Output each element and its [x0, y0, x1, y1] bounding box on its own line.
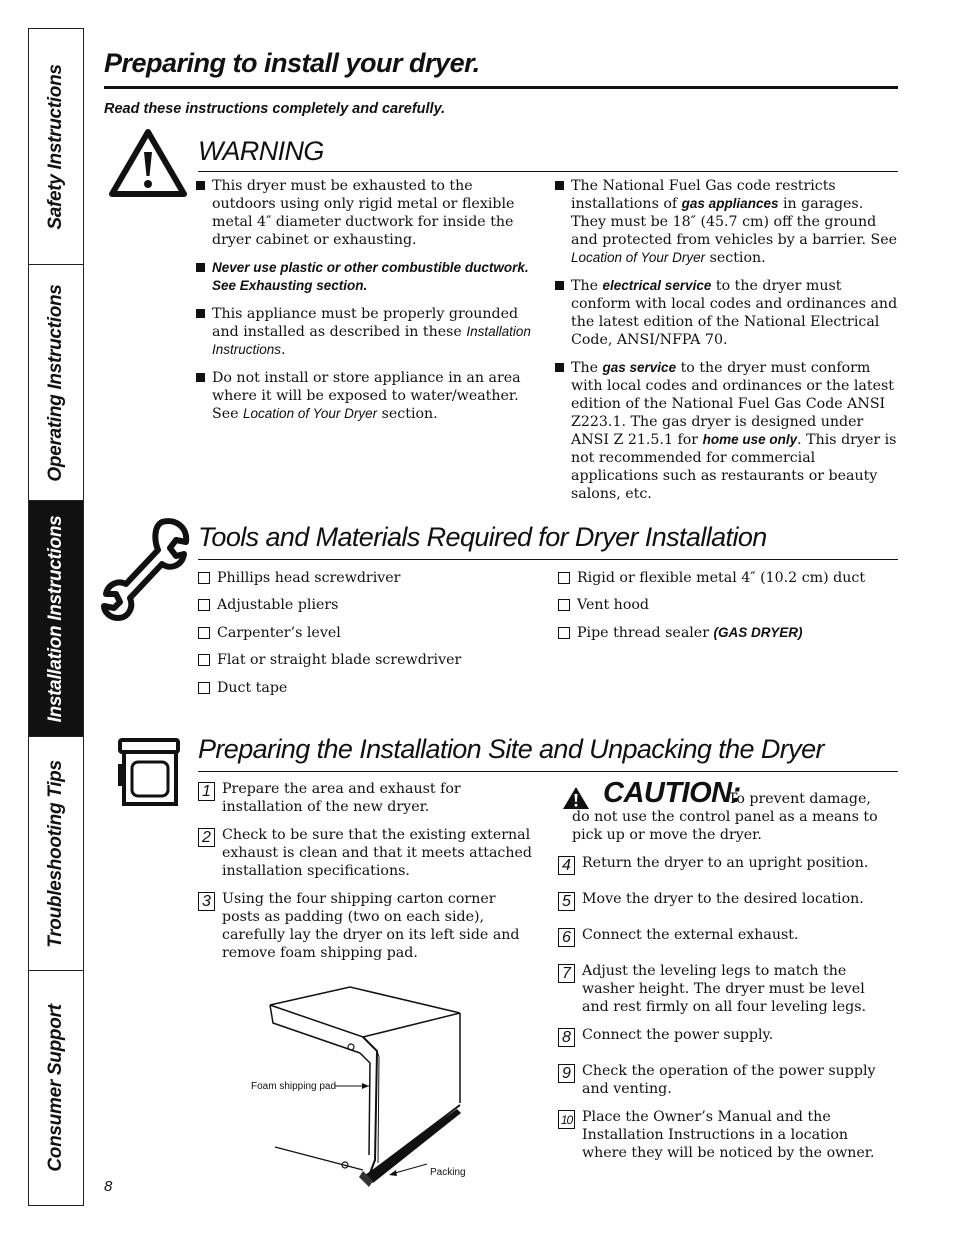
tool-item: Vent hood: [558, 596, 898, 623]
tools-left-list: [198, 569, 538, 706]
step-item: 6 Connect the external exhaust.: [558, 926, 893, 944]
title-rule: [104, 86, 898, 89]
tools-heading: Tools and Materials Required for Dryer Installation: [198, 522, 767, 552]
page-subtitle: Read these instructions completely and carefully.: [104, 101, 446, 117]
site-right-steps: [558, 854, 893, 1162]
warning-heading: WARNING: [198, 136, 324, 166]
dryer-icon: [114, 736, 190, 808]
warning-item: The gas service to the dryer must conform with local codes and ordinances or the latest edition of the National Fuel Gas Code ANSI Z223.1. The gas dryer is designed under ANSI Z 21.5.1 for home use only. This dryer is not recommended for commercial applications such as restaurants or beauty salons, etc.: [555, 359, 900, 503]
warning-item: This dryer must be exhausted to the outdoors using only rigid metal or flexible metal 4″ diameter ductwork for inside the dryer cabinet or exhausting.: [196, 177, 536, 249]
step-item: 10 Place the Owner’s Manual and the Installation Instructions in a location where they will be noticed by the owner.: [558, 1108, 893, 1162]
tool-item: Carpenter’s level: [198, 624, 538, 651]
caution-label: CAUTION:: [603, 777, 741, 809]
step-item: 5 Move the dryer to the desired location.: [558, 890, 893, 908]
warning-item: Never use plastic or other combustible ductwork. See Exhausting section.: [196, 259, 536, 295]
step-item: 4 Return the dryer to an upright position.: [558, 854, 893, 872]
warning-triangle-icon: [106, 126, 190, 200]
warning-item: This appliance must be properly grounded and installed as described in these Installation Instructions.: [196, 305, 536, 359]
step-item: 1 Prepare the area and exhaust for installation of the new dryer.: [198, 780, 533, 816]
tab-operating-instructions[interactable]: Operating Instructions: [29, 265, 83, 501]
tab-consumer-support[interactable]: Consumer Support: [45, 1004, 66, 1172]
site-left-steps: [198, 780, 533, 962]
step-item: 2 Check to be sure that the existing external exhaust is clean and that it meets attached installation specifications.: [198, 826, 533, 880]
step-item: 3 Using the four shipping carton corner posts as padding (two on each side), carefully lay the dryer on its left side and remove foam shipping pad.: [198, 890, 533, 962]
page-title: Preparing to install your dryer.: [104, 48, 480, 78]
tab-troubleshooting-tips[interactable]: Troubleshooting Tips: [29, 737, 83, 971]
tool-item: Pipe thread sealer (GAS DRYER): [558, 624, 898, 651]
tool-item: Adjustable pliers: [198, 596, 538, 623]
figure-label-foam-pad: Foam shipping pad: [251, 1081, 337, 1092]
warning-right-column: [555, 177, 900, 513]
warning-left-column: [196, 177, 536, 433]
tools-right-list: [558, 569, 898, 651]
warning-rule: [198, 171, 898, 172]
site-heading: Preparing the Installation Site and Unpacking the Dryer: [198, 734, 824, 764]
tool-item: Duct tape: [198, 679, 538, 706]
step-item: 8 Connect the power supply.: [558, 1026, 893, 1044]
site-rule: [198, 771, 898, 772]
wrench-icon: [100, 514, 192, 624]
tool-item: Flat or straight blade screwdriver: [198, 651, 538, 678]
tool-item: Phillips head screwdriver: [198, 569, 538, 596]
tab-safety-instructions[interactable]: Safety Instructions: [29, 29, 83, 265]
tab-installation-instructions[interactable]: Installation Instructions: [29, 501, 83, 737]
warning-item: Do not install or store appliance in an area where it will be exposed to water/weather. See Location of Your Dryer section.: [196, 369, 536, 423]
step-item: 9 Check the operation of the power supply and venting.: [558, 1062, 893, 1098]
sidebar-nav: [28, 28, 84, 1206]
page-number: 8: [104, 1178, 113, 1195]
figure-label-packing: Packing: [430, 1167, 466, 1178]
tool-item: Rigid or flexible metal 4″ (10.2 cm) duct: [558, 569, 898, 596]
step-item: 7 Adjust the leveling legs to match the washer height. The dryer must be level and rest firmly on all four leveling legs.: [558, 962, 893, 1016]
tools-rule: [198, 559, 898, 560]
warning-item: The electrical service to the dryer must conform with local codes and ordinances and the latest edition of the National Electrical Code, ANSI/NFPA 70.: [555, 277, 900, 349]
warning-item: The National Fuel Gas code restricts installations of gas appliances in garages. They must be 18″ (45.7 cm) off the ground and protected from vehicles by a barrier. See Location of Your Dryer section.: [555, 177, 900, 267]
caution-text: To prevent damage, do not use the control panel as a means to pick up or move the dryer.: [572, 791, 878, 843]
